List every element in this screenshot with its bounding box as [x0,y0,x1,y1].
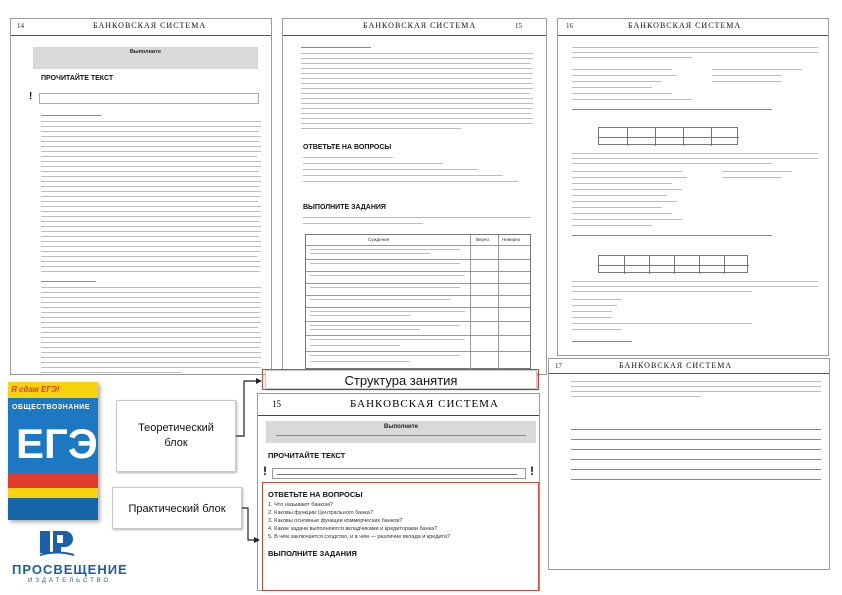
running-title: БАНКОВСКАЯ СИСТЕМА [619,361,733,370]
task-bar-title: Выполните [129,49,162,55]
publisher-name: ПРОСВЕЩЕНИЕ [12,562,128,577]
question-item: 5. В чём заключается сходство, и в чём — различие вклада и кредита? [268,534,451,540]
question-item: 4. Какие задачи выполняются вкладчиками и кредиторами банка? [268,526,438,532]
running-title: БАНКОВСКАЯ СИСТЕМА [350,398,499,410]
answer-questions-heading: ОТВЕТЬТЕ НА ВОПРОСЫ [268,490,363,499]
question-item: 2. Каковы функции Центрального банка? [268,510,373,516]
theory-label: Теоретический блок [138,422,214,449]
question-item: 3. Каковы основные функции коммерческих банков? [268,518,403,524]
running-title: БАНКОВСКАЯ СИСТЕМА [363,21,477,30]
running-title: БАНКОВСКАЯ СИСТЕМА [93,21,207,30]
running-title: БАНКОВСКАЯ СИСТЕМА [628,21,742,30]
page-number: 17 [555,362,562,370]
answer-questions-heading: ОТВЕТЬТЕ НА ВОПРОСЫ [303,144,392,151]
do-tasks-heading: ВЫПОЛНИТЕ ЗАДАНИЯ [268,549,357,558]
cover-subject: ОБЩЕСТВОЗНАНИЕ [12,404,91,411]
exclamation-icon: ! [263,464,267,478]
cover-exam: ЕГЭ [16,420,98,467]
page-number: 14 [17,22,24,30]
exclamation-icon: ! [530,464,534,478]
page-number: 15 [515,22,522,30]
page-number: 16 [566,22,573,30]
question-item: 1. Что называют банком? [268,502,333,508]
table-header-false: Неверно [502,237,521,242]
table-header-true: Верно [476,237,489,242]
theory-arrow [236,378,262,436]
read-text-heading: ПРОЧИТАЙТЕ ТЕКСТ [41,75,114,82]
practice-arrow [242,508,260,543]
table-header-statement: Суждение [368,237,390,242]
publisher-subtitle: ИЗДАТЕЛЬСТВО [28,578,112,584]
task-bar-title: Выполните [384,424,418,430]
structure-label: Структура занятия [344,373,458,388]
exclamation-icon: ! [29,91,33,102]
read-text-heading: ПРОЧИТАЙТЕ ТЕКСТ [268,451,346,460]
cover-series: Я сдам ЕГЭ! [11,385,60,394]
page-number: 15 [272,399,281,409]
practice-label: Практический блок [128,503,226,515]
do-tasks-heading: ВЫПОЛНИТЕ ЗАДАНИЯ [303,204,386,211]
